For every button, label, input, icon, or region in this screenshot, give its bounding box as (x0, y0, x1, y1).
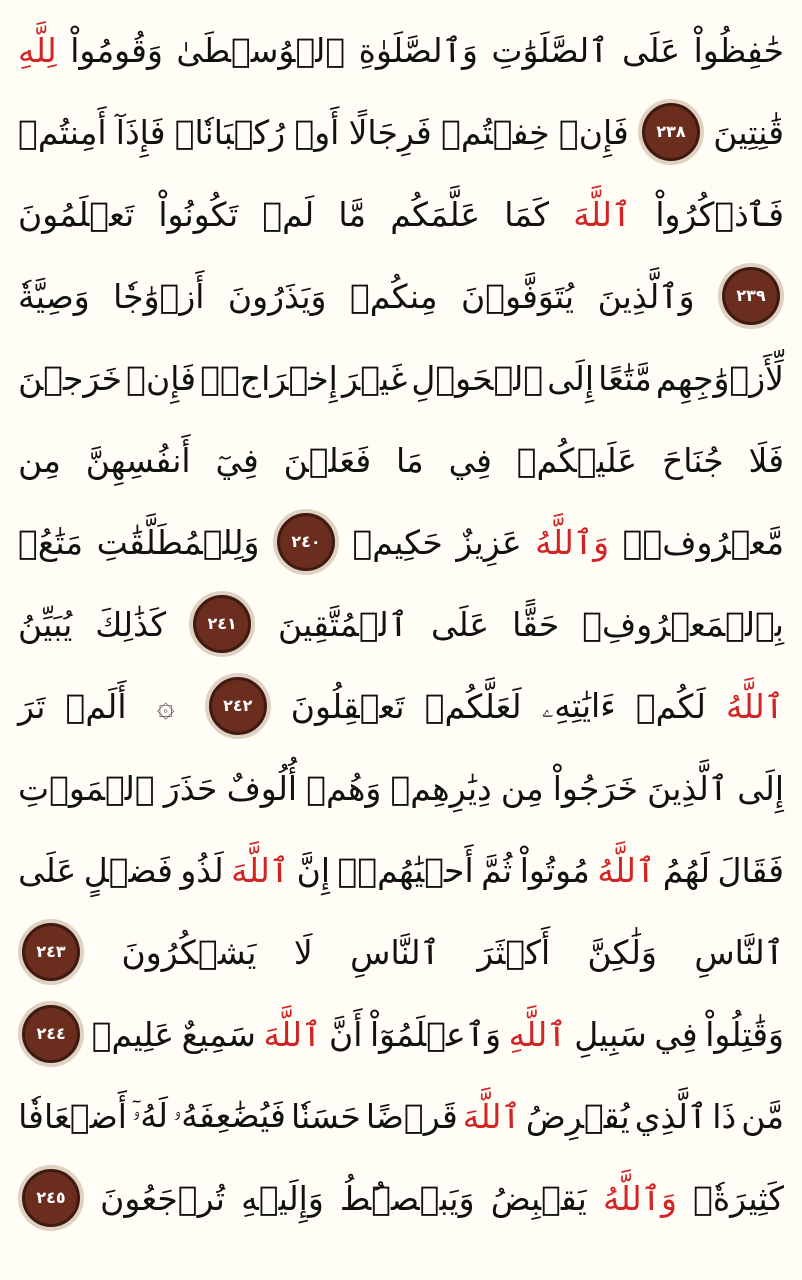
verse-word: وَيَذَرُونَ (227, 276, 327, 316)
text-line (18, 92, 784, 172)
verse-word: لَذُو (180, 850, 224, 890)
verse-word: وَإِلَيۡهِ (241, 1178, 324, 1218)
verse-word: عَزِيزٌ (456, 522, 522, 562)
divine-name-word: وَٱللَّهُ (535, 522, 610, 562)
verse-word: ءَايَٰتِهِۦ (541, 686, 616, 725)
verse-word: رُكۡبَانٗاۖ (174, 112, 286, 152)
divine-name-word: ٱللَّهِ (508, 1014, 567, 1054)
verse-word: عَلَى (18, 850, 77, 890)
verse-word: أَنفُسِهِنَّ (85, 440, 191, 480)
verse-word: سَبِيلِ (574, 1014, 647, 1054)
verse-word: يُتَوَفَّوۡنَ (461, 276, 575, 316)
divine-name-word: لِلَّهِ (18, 30, 57, 70)
verse-word: أَضۡعَافٗا (18, 1096, 127, 1136)
divine-name-word: ٱللَّهُ (725, 686, 784, 726)
verse-word: كَمَا (504, 194, 550, 234)
verse-word: وَيَبۡصُۜطُ (339, 1178, 475, 1218)
verse-word: وَلَٰكِنَّ (587, 932, 657, 972)
divine-name-word: وَٱللَّهُ (602, 1178, 677, 1218)
verse-word: وَلِلۡمُطَلَّقَٰتِ (96, 522, 260, 562)
verse-word: لِّأَزۡوَٰجِهِم (655, 358, 784, 398)
verse-word: فِي (654, 1014, 698, 1054)
verse-word: أَنَّ (329, 1014, 363, 1054)
verse-word: فِيٓ (215, 440, 259, 480)
verse-word: أَلَمۡ (65, 686, 127, 726)
verse-word: مَّعۡرُوفٖۗ (622, 522, 784, 562)
text-line (18, 420, 784, 500)
text-line (18, 994, 784, 1074)
verse-word: تَرَ (18, 686, 46, 726)
verse-word: مُوتُواْ (519, 850, 590, 890)
verse-word: خِفۡتُمۡ (441, 112, 550, 152)
text-line (18, 338, 784, 418)
ayah-number-marker: ٢٤٢ (205, 673, 271, 739)
text-line (18, 502, 784, 582)
verse-word: لَعَلَّكُمۡ (424, 686, 522, 726)
verse-word: عَلَيۡكُمۡ (516, 440, 638, 480)
text-line (18, 912, 784, 992)
verse-word: فَعَلۡنَ (283, 440, 372, 480)
verse-word: يَقۡبِضُ (490, 1178, 587, 1218)
ayah-number-marker: ٢٤٠ (273, 509, 339, 575)
text-line (18, 1158, 784, 1238)
verse-word: حَذَرَ (163, 768, 218, 808)
verse-word: فَقَالَ (717, 850, 784, 890)
verse-word: غَيۡرَ (341, 358, 408, 398)
verse-word: وَقُومُواْ (70, 30, 163, 70)
verse-word: يَشۡكُرُونَ (121, 932, 257, 972)
verse-word: ٱلَّذِي (634, 1096, 708, 1136)
verse-word: وَٱلَّذِينَ (597, 276, 695, 316)
verse-word: فَإِذَآ (115, 112, 166, 152)
verse-word: مِن (500, 768, 544, 808)
verse-word: تُرۡجَعُونَ (100, 1178, 225, 1218)
ayah-number-marker: ٢٤٤ (18, 1001, 84, 1067)
text-line (18, 830, 784, 910)
verse-word: عَلِيمٞ (91, 1014, 175, 1054)
divine-name-word: ٱللَّهَ (573, 194, 632, 234)
verse-word: تَكُونُواْ (158, 194, 239, 234)
verse-word: أُلُوفٌ (226, 768, 298, 808)
verse-word: أَحۡيَٰهُمۡۚ (337, 850, 474, 890)
verse-word: ذَا (712, 1096, 737, 1136)
text-line (18, 748, 784, 828)
verse-word: مِن (18, 440, 61, 480)
verse-word: عَلَى (431, 604, 490, 644)
verse-word: إِنَّ (296, 850, 331, 890)
verse-word: ٱلۡوُسۡطَىٰ (176, 30, 346, 70)
verse-word: مَّن (741, 1096, 784, 1136)
verse-word: أَوۡ (294, 112, 340, 152)
verse-word: حَكِيمٞ (352, 522, 443, 562)
verse-word: وَقَٰتِلُواْ (705, 1014, 784, 1054)
verse-word: ٱلۡحَوۡلِ (411, 358, 544, 398)
verse-word: ٱلۡمُتَّقِينَ (278, 604, 409, 644)
verse-word: مَا (395, 440, 424, 480)
verse-word: وَصِيَّةٗ (18, 276, 90, 316)
verse-word: ٱلصَّلَوَٰتِ (491, 30, 609, 70)
verse-word: فِي (448, 440, 492, 480)
verse-word: ٱلنَّاسِ (694, 932, 784, 972)
verse-word: خَرَجۡنَ (18, 358, 123, 398)
verse-word: تَعۡقِلُونَ (290, 686, 405, 726)
verse-word: مَّا (338, 194, 367, 234)
verse-word: لَكُمۡ (635, 686, 706, 726)
verse-word: إِلَى (737, 768, 784, 808)
divine-name-word: ٱللَّهَ (462, 1096, 521, 1136)
verse-word: فَإِنۡ (126, 358, 197, 398)
verse-word: مَتَٰعُۢ (18, 522, 84, 562)
verse-word: لَا (293, 932, 313, 972)
verse-word: إِلَى (547, 358, 595, 398)
verse-word: لَهُمُ (662, 850, 711, 890)
verse-word: وَٱعۡلَمُوٓاْ (370, 1014, 502, 1054)
verse-word: تَعۡلَمُونَ (18, 194, 135, 234)
verse-word: كَثِيرَةٗۚ (693, 1178, 784, 1218)
verse-word: وَهُمۡ (306, 768, 382, 808)
verse-word: بِٱلۡمَعۡرُوفِۖ (582, 604, 784, 644)
verse-word: حَقًّا (512, 604, 560, 644)
verse-word: فَضۡلٍ (83, 850, 173, 890)
ayah-number-marker: ٢٣٩ (718, 263, 784, 329)
verse-word: ثُمَّ (481, 850, 513, 890)
verse-word: لَهُۥٓ (131, 1096, 168, 1135)
verse-word: أَكۡثَرَ (477, 932, 551, 972)
verse-word: دِيَٰرِهِمۡ (390, 768, 492, 808)
text-line (18, 174, 784, 254)
text-line (18, 666, 784, 746)
verse-word: عَلَى (621, 30, 681, 70)
text-line (18, 584, 784, 664)
verse-word: عَلَّمَكُم (390, 194, 481, 234)
verse-word: فَرِجَالًا (348, 112, 432, 152)
ayah-number-marker: ٢٤٥ (18, 1165, 84, 1231)
ayah-number-marker: ٢٤١ (189, 591, 255, 657)
verse-word: يُبَيِّنُ (18, 604, 73, 644)
text-line (18, 1076, 784, 1156)
verse-word: مَّتَٰعًا (598, 358, 652, 398)
verse-word: ٱلۡمَوۡتِ (18, 768, 155, 808)
verse-word: حَسَنٗا (290, 1096, 361, 1136)
verse-word: فَلَا (748, 440, 784, 480)
verse-word: فَٱذۡكُرُواْ (655, 194, 784, 234)
verse-word: قَرۡضًا (365, 1096, 458, 1136)
verse-word: وَٱلصَّلَوٰةِ (358, 30, 478, 70)
verse-word: أَمِنتُمۡ (18, 112, 107, 152)
verse-word: سَمِيعٌ (181, 1014, 256, 1054)
divine-name-word: ٱللَّهُ (597, 850, 656, 890)
ayah-number-marker: ٢٣٨ (638, 99, 704, 165)
verse-word: فَيُضَٰعِفَهُۥ (173, 1096, 286, 1135)
divine-name-word: ٱللَّهَ (231, 850, 290, 890)
verse-word: كَذَٰلِكَ (95, 604, 167, 644)
verse-word: قَٰنِتِينَ (713, 112, 784, 152)
verse-word: ٱلنَّاسِ (350, 932, 440, 972)
verse-word: حَٰفِظُواْ (693, 30, 784, 70)
verse-word: فَإِنۡ (558, 112, 629, 152)
ayah-number-marker: ٢٤٣ (18, 919, 84, 985)
verse-word: لَمۡ (262, 194, 315, 234)
text-line (18, 10, 784, 90)
verse-word: يُقۡرِضُ (525, 1096, 630, 1136)
verse-word: أَزۡوَٰجٗا (113, 276, 205, 316)
verse-word: جُنَاحَ (661, 440, 724, 480)
verse-word: مِنكُمۡ (349, 276, 438, 316)
divine-name-word: ٱللَّهَ (263, 1014, 322, 1054)
verse-word: إِخۡرَاجٖۚ (200, 358, 338, 398)
text-line (18, 256, 784, 336)
rub-el-hizb-icon: ۞ (156, 688, 175, 724)
verse-word: ٱلَّذِينَ (647, 768, 729, 808)
verse-word: خَرَجُواْ (552, 768, 638, 808)
